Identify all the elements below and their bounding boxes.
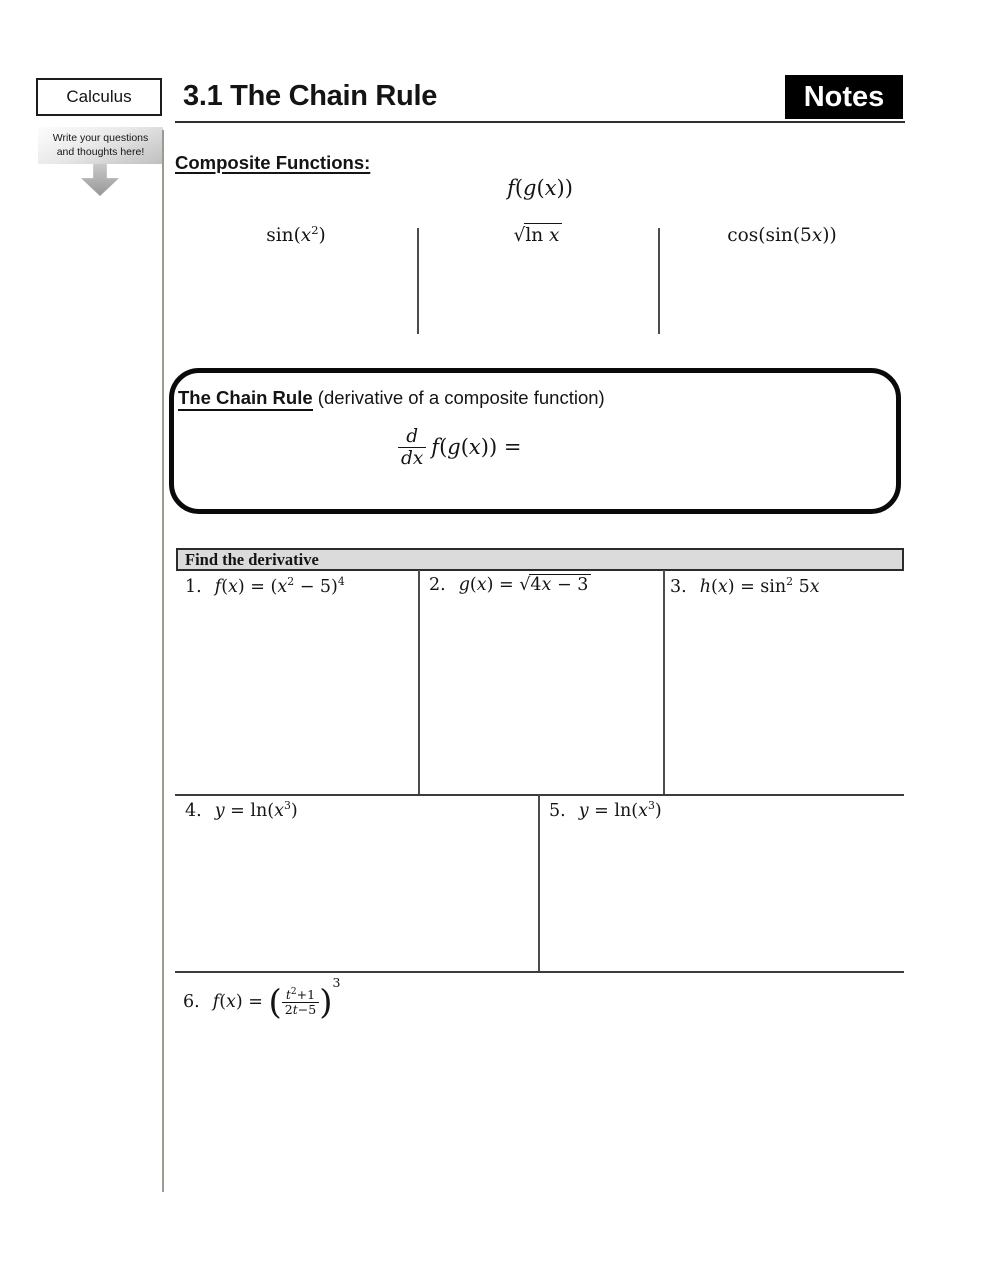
course-label: Calculus — [66, 87, 132, 106]
composite-functions-heading: Composite Functions: — [175, 152, 371, 173]
composite-general-formula: f(g(x)) — [507, 176, 573, 200]
composite-example-2 — [418, 224, 658, 246]
big-left-paren: ( — [268, 982, 282, 1023]
margin-note-box — [38, 127, 163, 164]
sqrt-expression: √ln x — [514, 224, 563, 245]
problem-1-number: 1. — [185, 577, 202, 597]
problem-3-number: 3. — [670, 577, 687, 597]
problem-5: 5. $y = \ln(x^3)$ — [549, 799, 662, 821]
chain-rule-heading: The Chain Rule — [178, 387, 313, 411]
problem-6: 6. f(x) = ( $\frac{t^2+1}{2t-5}$ )$^3$ — [183, 975, 341, 1023]
chain-rule-formula — [398, 426, 521, 470]
row-separator-2 — [175, 971, 904, 973]
radical-icon: √ — [519, 575, 531, 595]
page-title: 3.1 The Chain Rule — [183, 80, 438, 112]
composite-example-1: $\sin(x^2)$ — [266, 222, 326, 246]
chain-rule-body: f(g(x)) = — [431, 435, 522, 460]
margin-note-line2: and thoughts here! — [56, 145, 145, 158]
d-dx-fraction: $\frac{d}{dx}$ — [398, 426, 426, 470]
sqrt-expression: √4x − 3 — [519, 575, 591, 595]
row2-divider — [538, 795, 540, 972]
problem-6-number: 6. — [183, 992, 200, 1012]
p6-fraction: $\frac{t^2+1}{2t-5}$ — [282, 988, 319, 1018]
row1-divider-1 — [418, 570, 420, 795]
course-label-box — [36, 78, 162, 116]
problem-4-number: 4. — [185, 801, 202, 821]
notes-badge — [785, 75, 903, 119]
problem-1: 1. $f(x) = (x^2 - 5)^4$ — [185, 575, 345, 597]
radical-icon: √ — [513, 225, 526, 246]
problem-2-number: 2. — [429, 575, 446, 595]
row-separator-1 — [175, 794, 904, 796]
notes-label: Notes — [803, 80, 885, 113]
find-derivative-header: Find the derivative — [176, 548, 904, 571]
problem-2: 2. g(x) = √4x − 3 — [429, 575, 591, 595]
row1-divider-2 — [663, 570, 665, 795]
margin-divider-line — [162, 130, 164, 1192]
chain-rule-heading-row — [178, 387, 605, 409]
margin-note-line1: Write your questions — [52, 131, 149, 144]
title-underline — [175, 121, 905, 123]
chain-rule-subheading: (derivative of a composite function) — [312, 387, 605, 408]
problem-4: 4. $y = \ln(x^3)$ — [185, 799, 298, 821]
composite-example-3: cos(sin(5x)) — [727, 225, 837, 246]
problem-3: 3. $h(x) = \sin^2 5x$ — [670, 575, 820, 597]
big-right-paren: ) — [319, 982, 333, 1023]
problem-5-number: 5. — [549, 801, 566, 821]
arrow-down-icon — [81, 164, 119, 196]
